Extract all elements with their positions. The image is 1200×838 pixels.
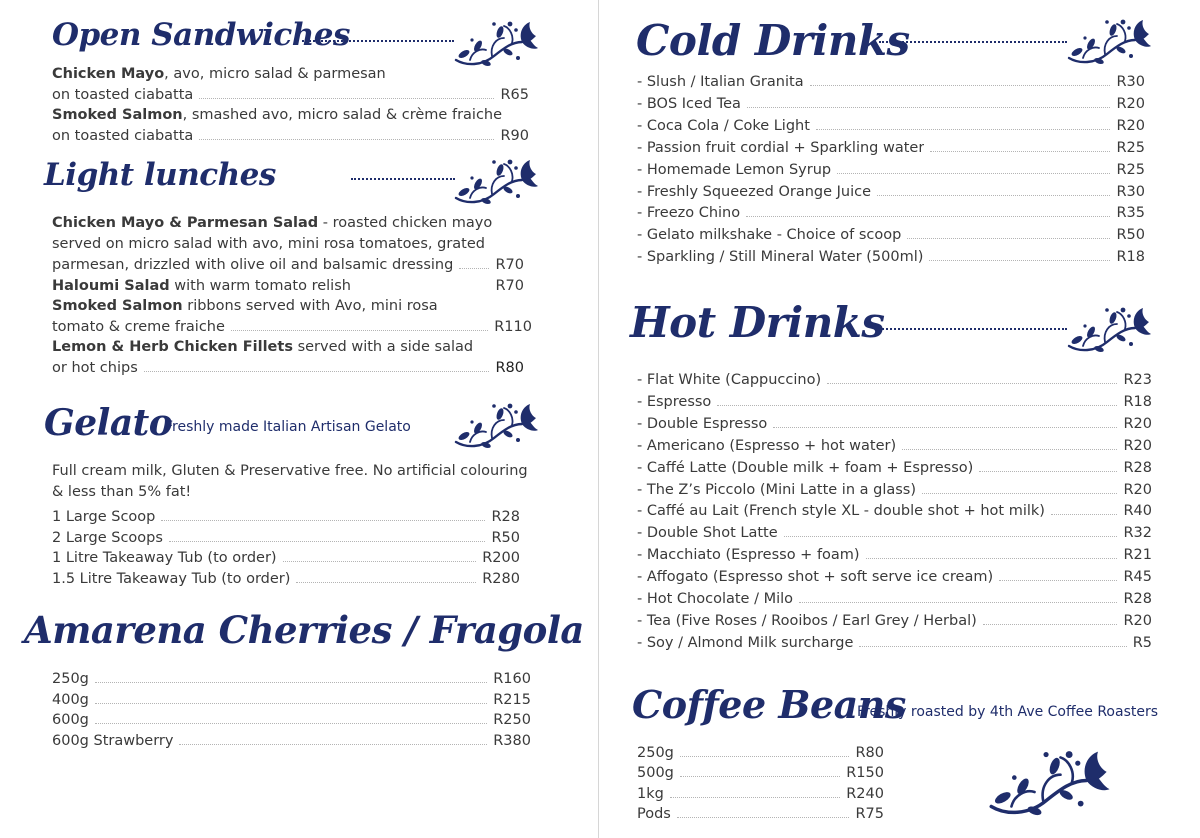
- item-label: - Slush / Italian Granita: [637, 74, 804, 90]
- price-list-row: [637, 94, 1145, 114]
- item-price: R80: [855, 745, 884, 761]
- leader-dots: [95, 682, 487, 683]
- hot-drinks-dotted-rule: [879, 328, 1067, 330]
- price-list-row: [52, 731, 531, 751]
- item-label: 600g Strawberry: [52, 732, 174, 749]
- item-price: R18: [1116, 249, 1145, 266]
- price-list-row: [637, 116, 1145, 136]
- item-name: Haloumi Salad: [52, 278, 170, 294]
- price-list-row: [637, 160, 1145, 180]
- floral-flourish-icon: [1065, 14, 1151, 70]
- hot-drinks-title: Hot Drinks: [630, 298, 885, 347]
- cold-drinks-title: Cold Drinks: [636, 16, 910, 65]
- item-price: R35: [1116, 205, 1145, 222]
- item-label: 600g: [52, 712, 89, 728]
- item-label: - Tea (Five Roses / Rooibos / Earl Grey / Herbal): [637, 612, 977, 629]
- item-label: 2 Large Scoops: [52, 529, 163, 546]
- item-desc: parmesan, drizzled with olive oil and balsamic dressing: [52, 257, 454, 273]
- gelato-description: Full cream milk, Gluten & Preservative free. No artificial colouring: [52, 463, 528, 479]
- price-list-row: [52, 548, 520, 568]
- price-list-row: [637, 501, 1152, 521]
- price-list-row: [637, 414, 1152, 434]
- leader-dots: [922, 493, 1117, 494]
- floral-flourish-icon: [985, 743, 1110, 822]
- leader-dots: [283, 561, 477, 562]
- item-label: 400g: [52, 691, 89, 708]
- item-price: R50: [491, 529, 520, 546]
- item-price: R70: [495, 278, 524, 294]
- gelato-subtitle: Freshly made Italian Artisan Gelato: [165, 419, 411, 435]
- menu-item-row: [52, 255, 524, 275]
- price-list-row: [52, 690, 531, 710]
- coffee-beans-title: Coffee Beans: [632, 682, 906, 727]
- leader-dots: [907, 238, 1110, 239]
- leader-dots: [859, 646, 1126, 647]
- item-label: - Affogato (Espresso shot + soft serve ice cream): [637, 569, 994, 586]
- menu-item-row: [52, 276, 524, 296]
- item-desc: - roasted chicken mayo: [318, 215, 493, 231]
- item-label: - Soy / Almond Milk surcharge: [637, 634, 854, 651]
- price-list-row: [52, 710, 531, 730]
- leader-dots: [717, 405, 1117, 406]
- item-price: R380: [493, 732, 531, 749]
- menu-item-row: [52, 85, 529, 105]
- item-label: - Passion fruit cordial + Sparkling water: [637, 139, 925, 156]
- item-desc: with warm tomato relish: [169, 278, 351, 294]
- leader-dots: [979, 471, 1117, 472]
- floral-flourish-icon: [452, 16, 538, 72]
- amarena-title: Amarena Cherries / Fragola: [24, 608, 584, 652]
- item-label: Pods: [637, 805, 671, 822]
- item-price: R20: [1116, 95, 1145, 112]
- item-price: R90: [500, 128, 529, 144]
- leader-dots: [1051, 514, 1118, 515]
- item-price: R20: [1123, 415, 1152, 432]
- item-price: R20: [1123, 481, 1152, 498]
- leader-dots: [999, 580, 1117, 581]
- item-name: Smoked Salmon: [52, 298, 183, 314]
- item-label: - Americano (Espresso + hot water): [637, 437, 897, 454]
- menu-item: [52, 337, 473, 358]
- item-price: R28: [491, 509, 520, 525]
- item-price: R28: [1123, 591, 1152, 607]
- item-label: - Freezo Chino: [637, 205, 741, 222]
- price-list-row: [637, 523, 1152, 543]
- item-price: R70: [495, 257, 524, 273]
- item-desc: served on micro salad with avo, mini rosa tomatoes, grated: [52, 236, 485, 252]
- leader-dots: [866, 558, 1118, 559]
- floral-flourish-icon: [452, 398, 538, 454]
- item-price: R280: [482, 570, 520, 587]
- item-label: - Flat White (Cappuccino): [637, 372, 822, 388]
- item-desc: , smashed avo, micro salad & crème fraiche: [182, 107, 503, 123]
- price-list-row: [637, 392, 1152, 412]
- leader-dots: [902, 449, 1117, 450]
- leader-dots: [877, 195, 1110, 196]
- leader-dots: [670, 797, 840, 798]
- price-list-row: [637, 182, 1145, 202]
- item-price: R215: [493, 691, 531, 708]
- leader-dots: [746, 216, 1110, 217]
- price-list-row: [637, 545, 1152, 565]
- item-price: R30: [1116, 74, 1145, 90]
- item-price: R20: [1123, 437, 1152, 454]
- item-label: 250g: [52, 671, 89, 687]
- item-price: R150: [846, 765, 884, 782]
- item-price: R40: [1123, 503, 1152, 520]
- price-list-row: [637, 370, 1152, 390]
- menu-item: [52, 213, 492, 234]
- leader-dots: [680, 756, 850, 757]
- item-desc: served with a side salad: [292, 339, 474, 355]
- item-price: R110: [494, 319, 532, 335]
- item-price: R75: [855, 805, 884, 822]
- leader-dots: [810, 85, 1111, 86]
- item-price: R23: [1123, 372, 1152, 388]
- item-desc: ribbons served with Avo, mini rosa: [182, 298, 438, 314]
- cold-drinks-dotted-rule: [879, 41, 1067, 43]
- leader-dots: [95, 723, 487, 724]
- price-list-row: [52, 507, 520, 527]
- item-price: R250: [493, 712, 531, 728]
- item-label: 1 Litre Takeaway Tub (to order): [52, 550, 277, 566]
- item-label: 1.5 Litre Takeaway Tub (to order): [52, 570, 291, 587]
- item-label: - The Z’s Piccolo (Mini Latte in a glass): [637, 481, 916, 498]
- gelato-title: Gelato: [44, 402, 173, 444]
- leader-dots: [677, 817, 850, 818]
- item-price: R20: [1116, 117, 1145, 134]
- price-list-row: [637, 763, 884, 783]
- item-price: R25: [1116, 161, 1145, 178]
- price-list-row: [52, 569, 520, 589]
- item-label: - Caffé au Lait (French style XL - double shot + hot milk): [637, 503, 1045, 520]
- item-label: - Coca Cola / Coke Light: [637, 117, 810, 134]
- price-list-row: [637, 633, 1152, 653]
- leader-dots: [161, 520, 485, 521]
- leader-dots: [680, 776, 840, 777]
- price-list-row: [637, 743, 884, 763]
- item-name: Chicken Mayo: [52, 66, 165, 82]
- price-list-row: [637, 804, 884, 824]
- leader-dots: [983, 624, 1118, 625]
- menu-item: [52, 296, 438, 317]
- item-price: R240: [846, 785, 884, 802]
- item-label: 500g: [637, 765, 674, 782]
- item-name: Chicken Mayo & Parmesan Salad: [52, 215, 319, 231]
- open-sandwiches-title: Open Sandwiches: [52, 17, 350, 53]
- leader-dots: [179, 744, 487, 745]
- item-desc: or hot chips: [52, 360, 138, 376]
- page-divider: [598, 0, 599, 838]
- item-price: R25: [1116, 139, 1145, 156]
- price-list-row: [637, 480, 1152, 500]
- price-list-row: [637, 589, 1152, 609]
- item-price: R200: [482, 550, 520, 566]
- item-label: - Caffé Latte (Double milk + foam + Espresso): [637, 459, 974, 476]
- item-label: - Double Shot Latte: [637, 525, 778, 542]
- item-label: 250g: [637, 745, 674, 761]
- price-list-row: [637, 225, 1145, 245]
- item-desc: on toasted ciabatta: [52, 128, 194, 144]
- menu-item: [52, 105, 502, 126]
- item-price: R80: [495, 360, 524, 376]
- item-price: R65: [500, 87, 529, 103]
- price-list-row: [637, 458, 1152, 478]
- leader-dots: [773, 427, 1117, 428]
- item-price: R30: [1116, 183, 1145, 200]
- item-price: R28: [1123, 459, 1152, 476]
- floral-flourish-icon: [452, 154, 538, 210]
- leader-dots: [296, 582, 476, 583]
- leader-dots: [930, 151, 1110, 152]
- light-lunches-dotted-rule: [351, 178, 455, 180]
- price-list-row: [637, 203, 1145, 223]
- gelato-description: & less than 5% fat!: [52, 484, 192, 500]
- price-list-row: [52, 669, 531, 689]
- price-list-row: [637, 138, 1145, 158]
- item-price: R18: [1123, 393, 1152, 410]
- leader-dots: [169, 541, 486, 542]
- price-list-row: [637, 611, 1152, 631]
- item-name: Smoked Salmon: [52, 107, 183, 123]
- item-label: - Freshly Squeezed Orange Juice: [637, 183, 872, 200]
- item-label: 1kg: [637, 785, 664, 802]
- leader-dots: [747, 107, 1111, 108]
- item-label: - Gelato milkshake - Choice of scoop: [637, 227, 902, 244]
- item-price: R21: [1123, 547, 1152, 564]
- item-price: R45: [1123, 569, 1152, 586]
- leader-dots: [837, 173, 1110, 174]
- item-price: R5: [1132, 634, 1152, 651]
- item-label: - Macchiato (Espresso + foam): [637, 547, 860, 564]
- item-label: - Espresso: [637, 393, 712, 410]
- coffee-beans-subtitle: Freshly roasted by 4th Ave Coffee Roasters: [857, 704, 1159, 720]
- price-list-row: [637, 784, 884, 804]
- price-list-row: [637, 436, 1152, 456]
- leader-dots: [784, 536, 1118, 537]
- leader-dots: [816, 129, 1111, 130]
- menu-item-row: [52, 317, 532, 337]
- item-price: R50: [1116, 227, 1145, 244]
- leader-dots: [95, 703, 487, 704]
- price-list-row: [637, 247, 1145, 267]
- leader-dots: [929, 260, 1110, 261]
- item-name: Lemon & Herb Chicken Fillets: [52, 339, 293, 355]
- item-label: - Sparkling / Still Mineral Water (500ml): [637, 249, 924, 266]
- item-label: - BOS Iced Tea: [637, 95, 741, 112]
- item-price: R160: [493, 671, 531, 687]
- light-lunches-title: Light lunches: [44, 157, 276, 193]
- open-sandwiches-dotted-rule: [302, 40, 454, 42]
- price-list-row: [52, 528, 520, 548]
- menu-item-row: [52, 126, 529, 146]
- item-price: R32: [1123, 525, 1152, 542]
- menu-item-row: [52, 358, 524, 378]
- item-label: - Homemade Lemon Syrup: [637, 161, 832, 178]
- leader-dots: [799, 602, 1117, 603]
- floral-flourish-icon: [1065, 302, 1151, 358]
- item-label: - Double Espresso: [637, 415, 768, 432]
- item-label: - Hot Chocolate / Milo: [637, 591, 794, 607]
- price-list-row: [637, 72, 1145, 92]
- item-desc: , avo, micro salad & parmesan: [164, 66, 386, 82]
- price-list-row: [637, 567, 1152, 587]
- leader-dots: [827, 383, 1117, 384]
- item-desc: tomato & creme fraiche: [52, 319, 225, 335]
- item-desc: on toasted ciabatta: [52, 87, 194, 103]
- item-price: R20: [1123, 612, 1152, 629]
- item-label: 1 Large Scoop: [52, 509, 156, 525]
- menu-item: [52, 64, 386, 85]
